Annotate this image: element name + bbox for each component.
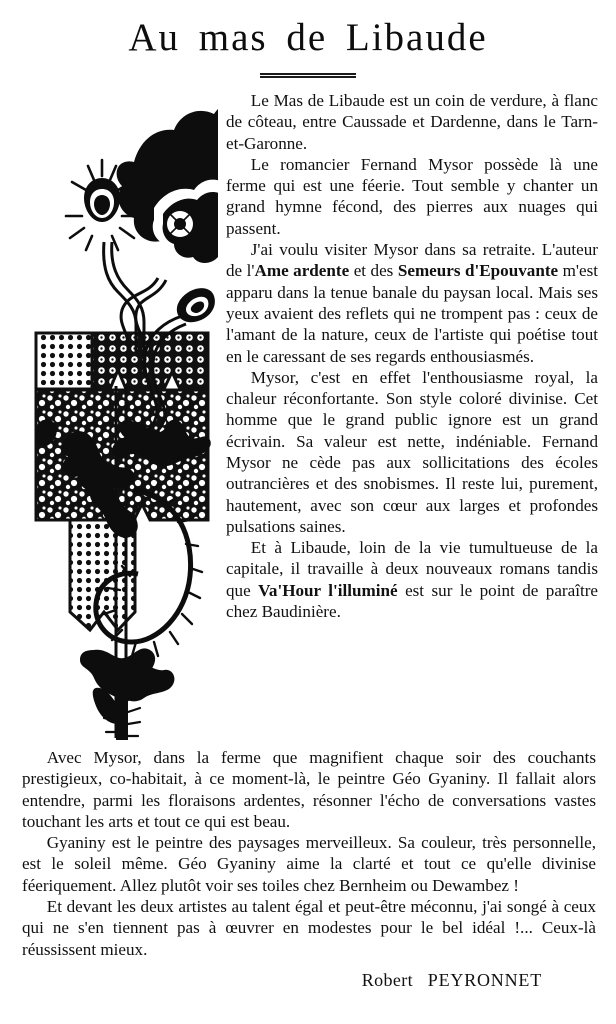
poppy-illustration: [30, 90, 218, 742]
work-title-bold: Ame ardente: [254, 261, 350, 281]
paragraph: [226, 537, 598, 622]
text-run: Le Mas de Libaude est un coin de verdure, à flanc de côteau, entre Caussade et Dardenne, dans le Tarn-et-Garonne.: [226, 90, 598, 153]
work-title-bold: Semeurs d'Epouvante: [397, 261, 559, 281]
paragraph: Et devant les deux artistes au talent égal et peut-être méconnu, j'ai songé à ceux qui ne s'en tiennent pas à œuvrer en modestes pour le bel idéal !... Ceux-là réussissent mieux.: [22, 897, 596, 959]
full-width-section: [16, 747, 600, 960]
title-block: [16, 0, 600, 78]
paragraph: [226, 239, 598, 367]
title-divider-rule: [260, 73, 356, 78]
text-run: Et à Libaude, loin de la vie tumultueuse de la capitale, il travaille à deux nouveaux romans tandis que: [226, 538, 598, 600]
author-signature: [16, 970, 600, 991]
paragraph: [226, 90, 598, 154]
paragraph: [226, 367, 598, 537]
right-column: [226, 90, 598, 622]
poppy-woodcut-svg: [30, 90, 218, 742]
text-run: et des: [349, 261, 398, 281]
text-run: m'est apparu dans la tenue banale du paysan local. Mais ses yeux avaient des reflets qui ne trompent pas : ceux de l'amant de la nature, ceux de l'artiste qui poétise tout en le caressant de ses regards enthousiasmés.: [226, 261, 598, 366]
paragraph: Avec Mysor, dans la ferme que magnifient chaque soir des couchants prestigieux, co-habitait, à ce moment-là, le peintre Géo Gyaniny. Il fallait alors entendre, parmi les floraisons ardentes, résonner l'écho de conversations vastes touchant les arts et tout ce qui est beau.: [22, 747, 596, 831]
poppy-closed-bud: [177, 288, 215, 322]
top-section: [16, 90, 600, 745]
paragraph: [226, 154, 598, 239]
poppy-flower-head: [117, 102, 218, 268]
text-run: Le romancier Fernand Mysor possède là une ferme qui est une féerie. Tout semble y chanter un grand hymne fécond, des pierres aux nuages qui passent.: [226, 154, 598, 238]
page-title: Au mas de Libaude: [128, 16, 488, 59]
pattern-band-upper: [36, 333, 208, 389]
text-run: J'ai voulu visiter Mysor dans sa retraite. L'auteur de l': [226, 240, 598, 281]
work-title-bold: Va'Hour l'illuminé: [258, 580, 398, 600]
paragraph: Gyaniny est le peintre des paysages merveilleux. Sa couleur, très personnelle, est le soleil même. Géo Gyaniny aime la clarté et tout ce qu'elle divinise féeriquement. Allez plutôt voir ses toiles chez Bernheim ou Dewambez !: [22, 833, 596, 895]
text-run: est sur le point de paraître chez Baudinière.: [226, 580, 598, 622]
signature-last-name: PEYRONNET: [427, 969, 542, 990]
signature-first-name: Robert: [361, 969, 414, 990]
text-run: Mysor, c'est en effet l'enthousiasme royal, la chaleur réconfortante. Son style coloré divinise. Cet homme que le grand public ignore est un grand écrivain. Sa valeur est nette, indéniable. Fernand Mysor ne cède pas aux sollicitations des écoles outrancières et des snobismes. Il reste lui, purement, hautement, avec son cœur aux larges et profondes pulsations saines.: [226, 367, 598, 536]
